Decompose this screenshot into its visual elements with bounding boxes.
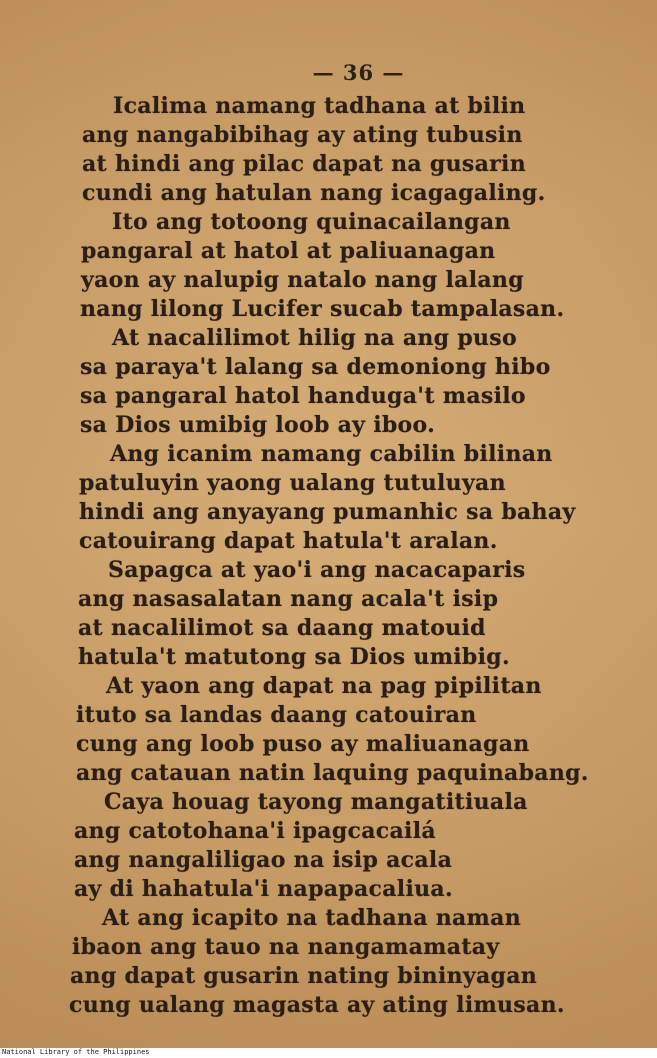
verse-line: cundi ang hatulan nang icagagaling. bbox=[82, 180, 546, 206]
verse-line: ang nangabibihag ay ating tubusin bbox=[82, 122, 523, 148]
verse-line: hindi ang anyayang pumanhic sa bahay bbox=[79, 499, 576, 525]
verse-line: Ang icanim namang cabilin bilinan bbox=[110, 441, 553, 467]
verse-line: at hindi ang pilac dapat na gusarin bbox=[82, 151, 526, 177]
verse-line: sa Dios umibig loob ay iboo. bbox=[80, 412, 436, 438]
verse-line: ang nasasalatan nang acala't isip bbox=[78, 586, 499, 612]
verse-line: pangaral at hatol at paliuanagan bbox=[81, 238, 496, 264]
verse-line: cung ang loob puso ay maliuanagan bbox=[76, 731, 530, 757]
verse-line: ang dapat gusarin nating bininyagan bbox=[70, 963, 538, 989]
verse-line: yaon ay nalupig natalo nang lalang bbox=[81, 267, 524, 293]
footer-bar bbox=[0, 1048, 657, 1058]
verse-line: nang lilong Lucifer sucab tampalasan. bbox=[80, 296, 565, 322]
verse-line: Icalima namang tadhana at bilin bbox=[113, 93, 526, 119]
verse-line: cung ualang magasta ay ating limusan. bbox=[69, 992, 565, 1018]
verse-line: ang nangaliligao na isip acala bbox=[74, 847, 453, 873]
library-credit: National Library of the Philippines bbox=[2, 1048, 150, 1056]
verse-line: hatula't matutong sa Dios umibig. bbox=[78, 644, 510, 670]
verse-line: patuluyin yaong ualang tutuluyan bbox=[79, 470, 506, 496]
verse-line: ay di hahatula'i napapacaliua. bbox=[74, 876, 453, 902]
verse-line: sa paraya't lalang sa demoniong hibo bbox=[80, 354, 551, 380]
verse-line: At yaon ang dapat na pag pipilitan bbox=[106, 673, 542, 699]
verse-line: catouirang dapat hatula't aralan. bbox=[79, 528, 498, 554]
page-number: — 36 — bbox=[312, 60, 405, 85]
verse-line: Ito ang totoong quinacailangan bbox=[112, 209, 511, 235]
verse-line: sa pangaral hatol handuga't masilo bbox=[80, 383, 526, 409]
verse-line: ituto sa landas daang catouiran bbox=[76, 702, 477, 728]
verse-line: At nacalilimot hilig na ang puso bbox=[112, 325, 517, 351]
verse-line: Caya houag tayong mangatitiuala bbox=[104, 789, 528, 815]
verse-line: ang catotohana'i ipagcacailá bbox=[74, 818, 436, 844]
verse-line: ang catauan natin laquing paquinabang. bbox=[76, 760, 589, 786]
verse-line: At ang icapito na tadhana naman bbox=[102, 905, 521, 931]
verse-line: at nacalilimot sa daang matouid bbox=[78, 615, 486, 641]
verse-line: ibaon ang tauo na nangamamatay bbox=[72, 934, 500, 960]
verse-line: Sapagca at yao'i ang nacacaparis bbox=[108, 557, 526, 583]
